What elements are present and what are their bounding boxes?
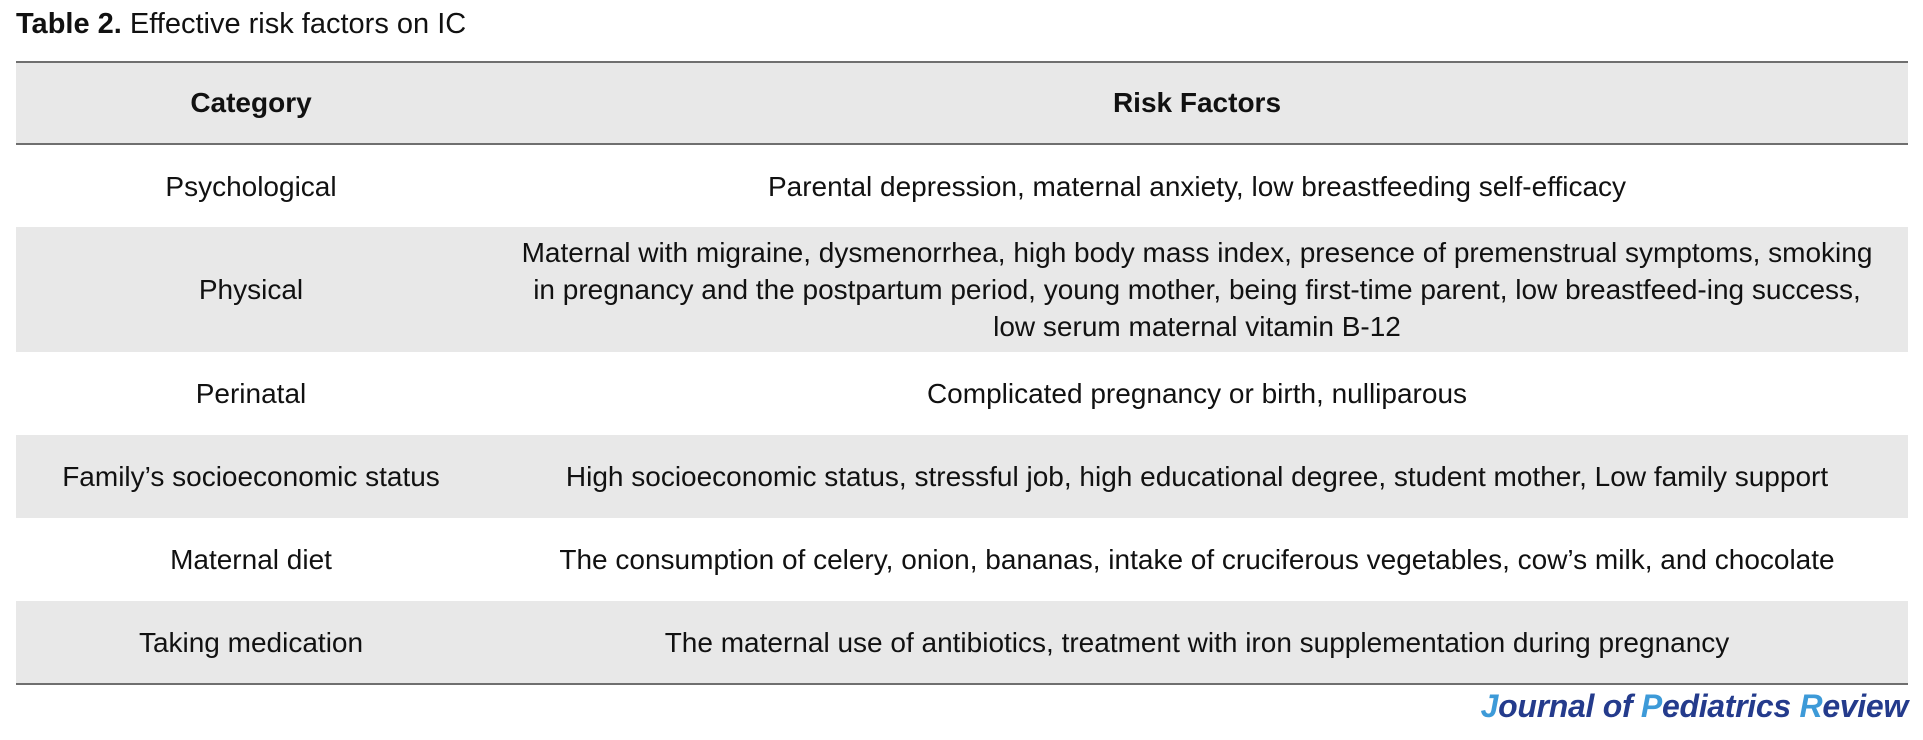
table-row [16,144,1908,227]
table-row [16,227,1908,352]
risk-factors-cell: The consumption of celery, onion, bananas, intake of cruciferous vegetables, cow’s milk, and chocolate [559,544,1835,575]
column-header-category: Category [190,87,312,118]
table-row [16,518,1908,601]
table-row [16,601,1908,684]
table-caption-label: Table 2. [16,8,122,40]
category-cell: Taking medication [138,626,364,658]
table-header-row [16,62,1908,144]
column-header-risk-factors: Risk Factors [1112,87,1282,118]
risk-factors-cell: The maternal use of antibiotics, treatment with iron supplementation during pregnancy [664,626,1730,658]
risk-factors-cell: High socioeconomic status, stressful job, high educational degree, student mother, Low family support [565,461,1829,492]
category-cell: Maternal diet [170,544,332,575]
table-row [16,352,1908,435]
risk-factors-cell: Complicated pregnancy or birth, nulliparous [926,378,1468,409]
risk-factors-cell: Parental depression, maternal anxiety, low breastfeeding self-efficacy [767,170,1627,202]
logo-initial-letter: J [1480,688,1499,724]
table-body [16,144,1908,684]
logo-initial-letter: P [1640,688,1662,724]
category-cell: Perinatal [195,378,307,409]
category-cell: Family’s socioeconomic status [62,461,440,492]
category-cell: Psychological [165,170,337,202]
table-caption [16,4,466,44]
logo-initial-letter: R [1799,688,1823,724]
risk-factors-table-container [16,61,1908,685]
table-caption-text: Effective risk factors on IC [129,8,467,40]
table-row [16,435,1908,518]
journal-logo: Journal of Pediatrics Review [1480,688,1908,724]
risk-factors-table [16,61,1908,685]
risk-factors-cell: Maternal with migraine, dysmenorrhea, high body mass index, presence of premenstrual symptoms, smoking in pregnancy and the postpartum period, young mother, being first-time parent, low breastfeed-ing success, low serum maternal vitamin B-12 [521,237,1873,342]
category-cell: Physical [198,274,304,305]
table-header [16,62,1908,144]
